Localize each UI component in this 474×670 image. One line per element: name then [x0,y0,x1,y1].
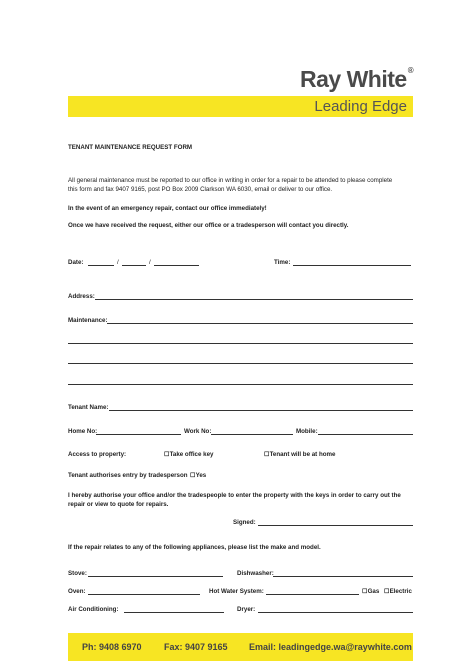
electric-option[interactable] [384,587,412,596]
signature-field[interactable] [258,525,413,526]
time-field[interactable] [293,265,411,266]
checkbox-icon[interactable]: ☐ [164,451,170,458]
office-band [68,96,413,117]
maintenance-label: Maintenance: [68,317,108,324]
signed-label: Signed: [233,519,256,526]
stove-field[interactable] [88,576,223,577]
maintenance-field-line1[interactable] [107,323,413,324]
date-day-field[interactable] [88,265,114,266]
maintenance-field-line3[interactable] [68,363,413,364]
date-year-field[interactable] [154,265,199,266]
authorisation-text-line2: repair or view to quote for repairs. [68,501,169,508]
form-title: TENANT MAINTENANCE REQUEST FORM [68,144,193,151]
dishwasher-label: Dishwasher: [237,570,274,577]
access-label: Access to property: [68,451,127,458]
checkbox-icon[interactable]: ☐ [264,451,270,458]
intro-text-line1: All general maintenance must be reported to our office in writing in order for a repair to be attended to please complete [68,177,393,184]
gas-option[interactable] [362,587,379,596]
gas-label: Gas [367,588,380,595]
hot-water-label: Hot Water System: [209,588,264,595]
address-field[interactable] [95,299,413,300]
mobile-label: Mobile: [296,428,318,435]
date-separator-1: / [117,259,119,266]
appliances-note: If the repair relates to any of the following appliances, please list the make and model. [68,544,321,551]
intro-text-line2: this form and fax 9407 9165, post PO Box 2009 Clarkson WA 6030, email or deliver to our office. [68,186,333,193]
yes-option[interactable] [190,471,206,480]
checkbox-icon[interactable]: ☐ [190,472,196,479]
ray-white-logo [300,66,413,93]
address-label: Address: [68,293,95,300]
oven-label: Oven: [68,588,86,595]
registered-mark: ® [407,66,414,75]
tenant-home-option[interactable] [264,450,335,459]
checkbox-icon[interactable]: ☐ [384,588,390,595]
aircon-label: Air Conditioning: [68,606,119,613]
tenant-home-label: Tenant will be at home [269,451,336,458]
aircon-field[interactable] [124,612,224,613]
mobile-field[interactable] [318,434,413,435]
date-month-field[interactable] [122,265,146,266]
stove-label: Stove: [68,570,87,577]
authorise-entry-label: Tenant authorises entry by tradesperson [68,472,188,479]
contact-footer [68,633,413,661]
maintenance-field-line4[interactable] [68,384,413,385]
yes-label: Yes [195,472,207,479]
take-key-label: Take office key [169,451,214,458]
dishwasher-field[interactable] [273,576,413,577]
office-name: Leading Edge [314,98,407,115]
footer-fax: Fax: 9407 9165 [164,642,228,652]
tenant-name-label: Tenant Name: [68,404,109,411]
authorisation-text-line1: I hereby authorise your office and/or the tradespeople to enter the property with the keys in order to carry out the [68,492,401,499]
brand-name: Ray White [300,66,407,92]
dryer-label: Dryer: [237,606,256,613]
date-separator-2: / [149,259,151,266]
time-label: Time: [274,259,291,266]
maintenance-field-line2[interactable] [68,343,413,344]
electric-label: Electric [389,588,412,595]
tenant-name-field[interactable] [109,410,413,411]
date-label: Date: [68,259,84,266]
take-key-option[interactable] [164,450,213,459]
dryer-field[interactable] [258,612,413,613]
oven-field[interactable] [88,594,200,595]
emergency-notice: In the event of an emergency repair, contact our office immediately! [68,205,267,212]
checkbox-icon[interactable]: ☐ [362,588,368,595]
footer-email[interactable]: Email: leadingedge.wa@raywhite.com [249,642,412,652]
footer-phone: Ph: 9408 6970 [82,642,142,652]
home-no-field[interactable] [96,434,181,435]
work-no-field[interactable] [211,434,293,435]
work-no-label: Work No: [184,428,212,435]
home-no-label: Home No: [68,428,98,435]
contact-notice: Once we have received the request, either our office or a tradesperson will contact you directly. [68,222,349,229]
hot-water-field[interactable] [266,594,359,595]
